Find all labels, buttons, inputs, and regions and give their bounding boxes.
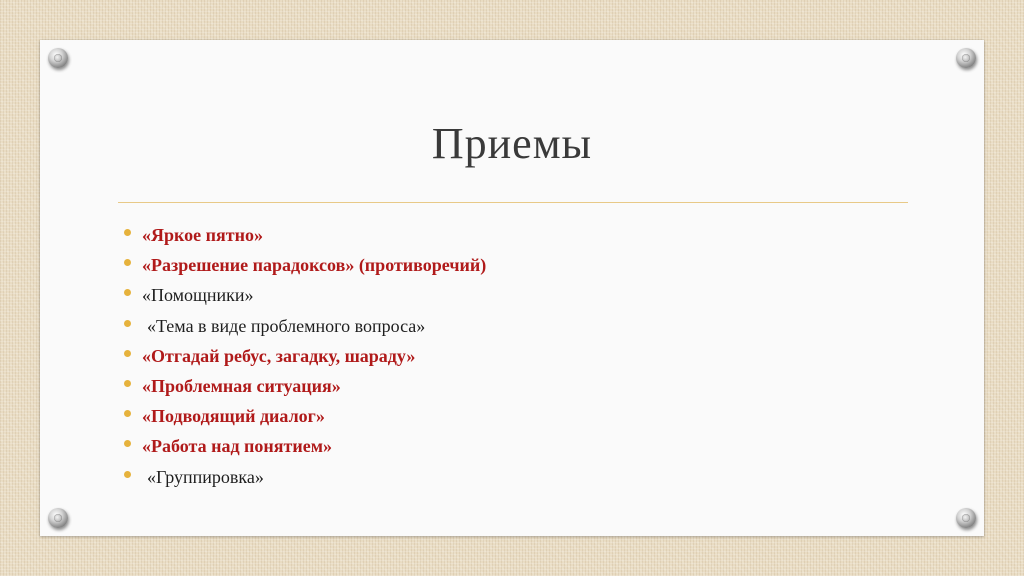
- list-item: [122, 371, 486, 401]
- list-item: [122, 311, 486, 341]
- bullet-icon: [124, 229, 131, 236]
- list-item-text: «Отгадай ребус, загадку, шараду»: [142, 345, 416, 366]
- pin-icon: [48, 508, 68, 528]
- bullet-icon: [124, 350, 131, 357]
- list-item: [122, 401, 486, 431]
- pin-icon: [956, 508, 976, 528]
- slide-title: Приемы: [431, 119, 593, 168]
- slide-card: [40, 40, 984, 536]
- list-item: [122, 462, 486, 492]
- bullet-icon: [124, 471, 131, 478]
- bullet-icon: [124, 440, 131, 447]
- bullet-icon: [124, 380, 131, 387]
- list-item: [122, 280, 486, 310]
- bullet-icon: [124, 410, 131, 417]
- bullet-icon: [124, 320, 131, 327]
- techniques-list: [122, 220, 486, 492]
- list-item-text: «Группировка»: [147, 466, 264, 487]
- list-item-text: «Подводящий диалог»: [142, 406, 325, 427]
- list-item-text: «Проблемная ситуация»: [142, 375, 341, 396]
- list-item: [122, 431, 486, 461]
- list-item-text: «Тема в виде проблемного вопроса»: [147, 315, 426, 336]
- list-item: [122, 250, 486, 280]
- list-item: [122, 220, 486, 250]
- list-item-text: «Яркое пятно»: [142, 225, 263, 245]
- title-divider: [118, 202, 908, 203]
- list-item-text: «Помощники»: [142, 285, 254, 306]
- list-item-text: «Разрешение парадоксов» (противоречий): [142, 255, 487, 276]
- list-item-text: «Работа над понятием»: [142, 436, 333, 457]
- bullet-icon: [124, 259, 131, 266]
- list-item: [122, 341, 486, 371]
- bullet-icon: [124, 289, 131, 296]
- pin-icon: [956, 48, 976, 68]
- pin-icon: [48, 48, 68, 68]
